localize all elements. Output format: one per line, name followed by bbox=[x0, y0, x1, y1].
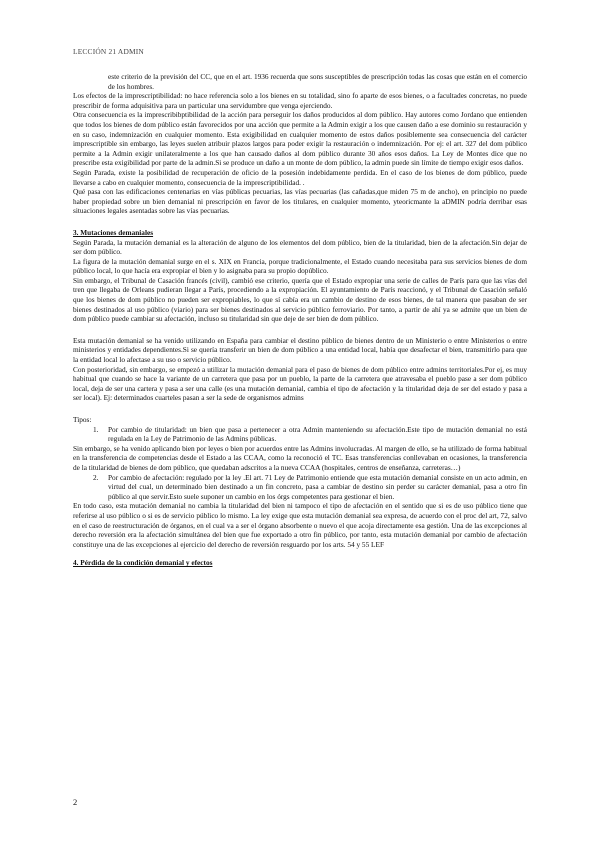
paragraph: Sin embargo, el Tribunal de Casación francés (civil), cambió ese criterio, quería que el Estado expropiar una serie de calles de París para que las vías del tren que llegaba de Orleans pudieran llegar a París, procediendo a la expropiación. El ayuntamiento de París reaccionó, y el Tribunal de Casación señaló que los bienes de dom público no pueden ser expropiables, lo que sí cabía era un cambio de destino de esos bienes, de tal manera que pasaban de ser bienes destinados al uso público (viario) para ser bienes destinados al servicio público ferroviario. Por tanto, a partir de ahí ya se admite que un bien de dom público puede cambiar su afectación, incluso su titularidad sin que deje de ser bien de dom público. bbox=[73, 275, 527, 324]
paragraph: Esta mutación demanial se ha venido utilizando en España para cambiar el destino público de bienes dentro de un Ministerio o entre Ministerios o entre ministerios y entidades dependientes.Si se quería transferir un bien de dom público a una entidad local, había que desafectar el bien, transmitirlo para que la entidad local lo afectase a su uso o servicio público. bbox=[73, 335, 527, 365]
section-heading-4: 4. Pérdida de la condición demanial y efectos bbox=[73, 558, 213, 568]
list-item bbox=[73, 473, 527, 502]
tipos-label: Tipos: bbox=[73, 415, 92, 424]
paragraph: Los efectos de la imprescriptibilidad: no hace referencia solo a los bienes en su totalidad, sino fo aparte de esos bienes, o a facultades concretas, no puede prescribir de forma adquisitiva para un particular una servidumbre que venga ejerciendo. bbox=[73, 91, 527, 110]
list-item-text: Por cambio de titularidad: un bien que pasa a pertenecer a otra Admin manteniendo su afectación.Este tipo de mutación demanial no está regulada en la Ley de Patrimonio de las Admins públicas. bbox=[108, 424, 527, 444]
types-list bbox=[73, 473, 527, 502]
list-number: 1. bbox=[93, 424, 99, 434]
page-header: LECCIÓN 21 ADMIN bbox=[73, 47, 144, 56]
page-number: 2 bbox=[73, 797, 78, 807]
paragraph: Sin embargo, se ha venido aplicando bien por leyes o bien por acuerdos entre las Admins involucradas. Al margen de ello, se ha utilizado de forma habitual en la transferencia de competencias desde el Estado a las CCAA, como la reconoció el TC. Esas transferencias conllevaban en ocasiones, la transferencia de la titularidad de bienes de dom público, que quedaban adscritos a la nueva CCAA (hospitales, centros de enseñanza, carreteras…) bbox=[73, 443, 527, 472]
list-item-text: Por cambio de afectación: regulado por la ley .El art. 71 Ley de Patrimonio entiende que esta mutación demanial consiste en un acto admin, en virtud del cual, un determinado bien destinado a un fin concreto, pasa a cambiar de destino sin perder su carácter demanial, pasa a otro fin público al que servir.Esto suele suponer un cambio en los órgs competentes para gestionar el bien. bbox=[108, 472, 527, 501]
paragraph: este criterio de la previsión del CC, que en el art. 1936 recuerda que sons susceptibles de prescripción todas las cosas que están en el comercio de los hombres. bbox=[108, 72, 527, 91]
types-list bbox=[73, 425, 527, 444]
document-body bbox=[73, 72, 527, 568]
paragraph: Según Parada, la mutación demanial es la alteración de alguno de los elementos del dom público, bien de la titularidad, bien de la afectación.Sin dejar de ser dom público. bbox=[73, 237, 527, 257]
paragraph: Con posterioridad, sin embargo, se empezó a utilizar la mutación demanial para el paso de bienes de dom público entre admins territoriales.Por ej, es muy habitual que cuando se hace la variante de un carretera que pasa por un pueblo, la parte de la carretera que atravesaba el pueblo pase a ser dom público local, deja de ser una cartera y pasa a ser una calle (es una mutación demanial, cambia el tipo de afectación y la titularidad deja de ser del estado y pasa a ser local). Ej: determinados cuarteles pasan a ser la sede de organismos admins bbox=[73, 364, 527, 403]
paragraph: Qué pasa con las edificaciones centenarias en vías públicas pecuarias, las vías pecuarias (las cañadas,que miden 75 m de ancho), en principio no puede haber propiedad sobre un bien demanial ni prescripción en favor de los titulares, en cualquier momento, yteoricmante la aDMIN podría derribar esas situaciones legales asentadas sobre las vías pecuarias. bbox=[73, 187, 527, 216]
list-item bbox=[73, 425, 527, 444]
paragraph: La figura de la mutación demanial surge en el s. XIX en Francia, porque tradicionalmente, el Estado cuando necesitaba para sus servicios bienes de dom público local, lo que hacía era expropiar el bien y lo asignaba para su propio dopúblico. bbox=[73, 256, 527, 276]
paragraph: Otra consecuencia es la imprescribibptibilidad de la acción para perseguir los daños producidos al dom público. Hay autores como Jordano que entienden que todos los bienes de dom público están favorecidos por una acción que permite a la Admin exigir a los que causen daño a ese dominio su restauración y en su caso, indemnización en cualquier momento. Esta exigibilidad en cualquier momento de estos daños posiblemente sea consecuencia del carácter imprescriptible sin embargo, las leyes suelen atribuir plazos largos para poder exigir la restauración o indemnización. Por ej: el art. 327 del dom público permite a la Admin exigir unilateralmente a los que han causado daños al dom público durante 30 años esos daños. La Ley de Montes dice que no prescribe esta exigibilidad por parte de la admin.Si se produce un daño a un monte de dom público, la admin puede sin límite de tiempo exigir esos daños. bbox=[73, 110, 527, 168]
section-heading-3: 3. Mutaciones demaniales bbox=[73, 227, 154, 237]
list-number: 2. bbox=[93, 472, 99, 482]
paragraph: En todo caso, esta mutación demanial no cambia la titularidad del bien ni tampoco el tipo de afectación en el sentido que si es de uso público tiene que referirse al uso público o si es de servicio público lo mismo. La ley exige que esta mutación demanial sea expresa, de acuerdo con el proc del art, 72, salvo en el caso de reestructuración de órganos, en el cual va a ser el órgano absorbente o nuevo el que acoja directamente esa gestión. Una de las excepciones al derecho reversión era la afectación simultánea del bien que fue exportado a otro fin público, por tanto, esta mutación demanial por cambio de afectación constituye una de las excepciones al ejercicio del derecho de reversión resguardo por los arts. 54 y 55 LEF bbox=[73, 501, 527, 549]
paragraph: Según Parada, existe la posibilidad de recuperación de oficio de la posesión indebidamente perdida. En el caso de los bienes de dom público, puede llevarse a cabo en cualquier momento, consecuencia de la imprescriptibilidad. . bbox=[73, 167, 527, 187]
